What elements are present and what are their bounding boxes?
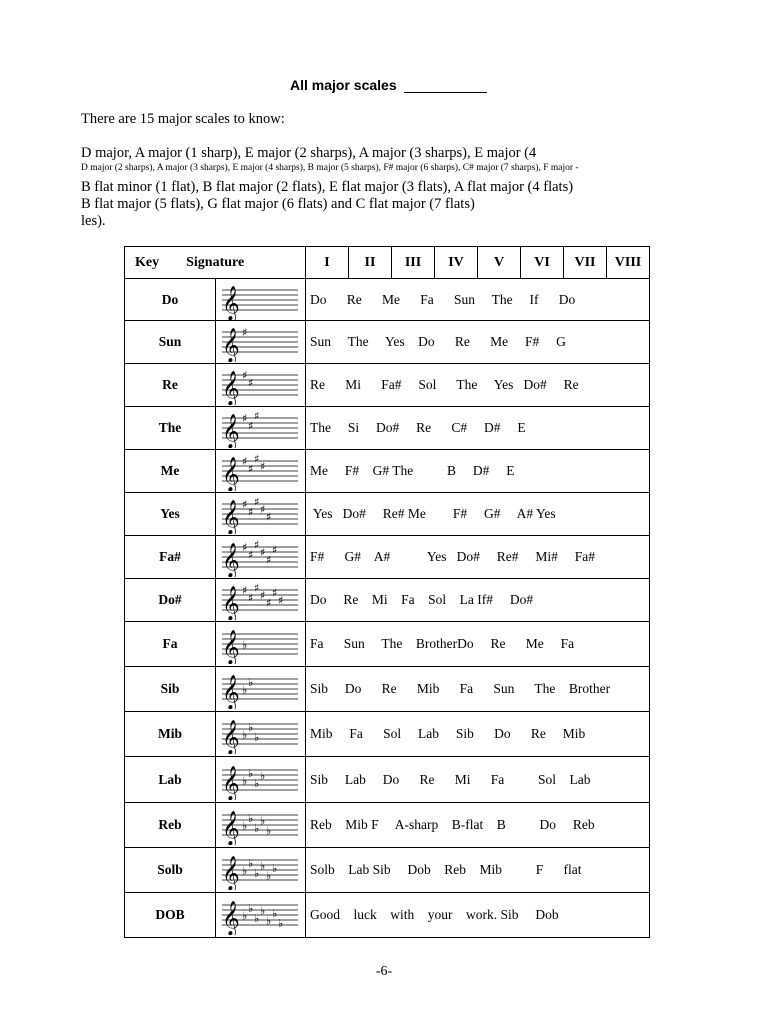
major-scales-table — [124, 246, 650, 938]
table-row — [125, 364, 650, 407]
flat-icon: ♭ — [260, 904, 266, 918]
key-name: Do# — [125, 579, 216, 622]
table-body — [125, 279, 650, 938]
scale-notes: Re Mi Fa# Sol The Yes Do# Re — [306, 364, 650, 407]
sharp-icon: ♯ — [254, 538, 260, 552]
treble-staff — [222, 322, 298, 362]
table-row — [125, 536, 650, 579]
table-row — [125, 803, 650, 848]
flat-icon: ♭ — [266, 869, 272, 883]
sharp-icon: ♯ — [242, 455, 248, 468]
treble-staff — [222, 408, 298, 448]
header-degree-5: V — [478, 247, 521, 279]
sharp-icon: ♯ — [272, 543, 278, 557]
treble-staff — [222, 537, 298, 577]
treble-staff — [222, 624, 298, 664]
header-key-signature — [125, 247, 306, 279]
header-degree-4: IV — [435, 247, 478, 279]
flat-icon: ♭ — [278, 917, 284, 930]
header-degree-6: VI — [521, 247, 564, 279]
paragraph-line-1-small: D major (2 sharps), A major (3 sharps), E major (4 sharps), B major (5 sharps), F# major (6 sharps), C# major (7 sharps), F major - — [81, 163, 579, 173]
scale-notes: Sun The Yes Do Re Me F# G — [306, 321, 650, 364]
key-signature-staff — [216, 579, 306, 622]
key-name: Re — [125, 364, 216, 407]
table-row — [125, 450, 650, 493]
flat-icon: ♭ — [260, 859, 266, 873]
treble-clef-icon: 𝄞 — [222, 675, 240, 709]
header-degree-3: III — [392, 247, 435, 279]
treble-staff — [222, 805, 298, 845]
sharp-icon: ♯ — [242, 498, 248, 511]
sharp-icon: ♯ — [278, 594, 284, 607]
flat-icon: ♭ — [254, 776, 260, 790]
flat-icon: ♭ — [242, 864, 248, 878]
key-signature-staff — [216, 493, 306, 536]
key-signature-staff — [216, 364, 306, 407]
sharp-icon: ♯ — [254, 452, 260, 466]
title-underline — [404, 92, 487, 93]
scale-notes: Mib Fa Sol Lab Sib Do Re Mib — [306, 712, 650, 757]
flat-icon: ♭ — [254, 912, 260, 925]
paragraph-line-2: B flat minor (1 flat), B flat major (2 flats), E flat major (3 flats), A flat major (4 flats) — [81, 179, 574, 195]
flat-icon: ♭ — [248, 902, 254, 915]
key-signature-staff — [216, 848, 306, 893]
sharp-icon: ♯ — [260, 503, 266, 516]
flat-icon: ♭ — [254, 822, 260, 835]
treble-clef-icon: 𝄞 — [222, 811, 240, 845]
flat-icon: ♭ — [248, 857, 254, 870]
treble-clef-icon: 𝄞 — [222, 328, 240, 362]
sharp-icon: ♯ — [248, 376, 254, 390]
treble-staff — [222, 365, 298, 405]
table-row — [125, 579, 650, 622]
sharp-icon: ♯ — [266, 596, 272, 610]
sharp-icon: ♯ — [248, 419, 254, 433]
flat-icon: ♭ — [266, 914, 272, 928]
key-name: DOB — [125, 893, 216, 938]
treble-staff — [222, 895, 298, 935]
treble-staff — [222, 451, 298, 491]
sharp-icon: ♯ — [242, 412, 248, 425]
treble-clef-icon: 𝄞 — [222, 457, 240, 491]
treble-staff — [222, 580, 298, 620]
table-row — [125, 279, 650, 321]
header-degree-7: VII — [564, 247, 607, 279]
table-row — [125, 848, 650, 893]
scale-notes: The Si Do# Re C# D# E — [306, 407, 650, 450]
key-signature-staff — [216, 803, 306, 848]
scale-notes: F# G# A# Yes Do# Re# Mi# Fa# — [306, 536, 650, 579]
treble-clef-icon: 𝄞 — [222, 586, 240, 620]
table-row — [125, 321, 650, 364]
sharp-icon: ♯ — [254, 581, 260, 595]
flat-icon: ♭ — [248, 812, 254, 825]
treble-staff — [222, 760, 298, 800]
key-signature-staff — [216, 321, 306, 364]
sharp-icon: ♯ — [260, 460, 266, 473]
sharp-icon: ♯ — [260, 546, 266, 559]
treble-staff — [222, 850, 298, 890]
sharp-icon: ♯ — [242, 369, 248, 382]
key-name: Reb — [125, 803, 216, 848]
treble-clef-icon: 𝄞 — [222, 856, 240, 890]
treble-clef-icon: 𝄞 — [222, 630, 240, 664]
treble-clef-icon: 𝄞 — [222, 285, 240, 320]
treble-clef-icon: 𝄞 — [222, 901, 240, 935]
sharp-icon: ♯ — [260, 589, 266, 602]
scale-notes: Fa Sun The BrotherDo Re Me Fa — [306, 622, 650, 667]
treble-staff — [222, 494, 298, 534]
sharp-icon: ♯ — [248, 505, 254, 519]
sharp-icon: ♯ — [242, 584, 248, 597]
flat-icon: ♭ — [242, 638, 248, 652]
key-name: The — [125, 407, 216, 450]
table-row — [125, 893, 650, 938]
flat-icon: ♭ — [272, 862, 278, 875]
scale-notes: Sib Do Re Mib Fa Sun The Brother — [306, 667, 650, 712]
paragraph-line-3: B flat major (5 flats), G flat major (6 flats) and C flat major (7 flats) — [81, 196, 475, 212]
page-title: All major scales — [290, 77, 397, 93]
scale-notes: Yes Do# Re# Me F# G# A# Yes — [306, 493, 650, 536]
scale-notes: Solb Lab Sib Dob Reb Mib F flat — [306, 848, 650, 893]
scale-notes: Do Re Me Fa Sun The If Do — [306, 279, 650, 321]
table-row — [125, 757, 650, 803]
paragraph-line-1: D major, A major (1 sharp), E major (2 sharps), A major (3 sharps), E major (4 — [81, 145, 537, 161]
flat-icon: ♭ — [242, 909, 248, 923]
sharp-icon: ♯ — [266, 510, 272, 524]
table-row — [125, 493, 650, 536]
scale-notes: Good luck with your work. Sib Dob — [306, 893, 650, 938]
scale-notes: Me F# G# The B D# E — [306, 450, 650, 493]
key-signature-staff — [216, 757, 306, 803]
sharp-icon: ♯ — [272, 586, 278, 600]
flat-icon: ♭ — [248, 721, 254, 734]
flat-icon: ♭ — [260, 814, 266, 828]
key-signature-staff — [216, 622, 306, 667]
key-signature-staff — [216, 407, 306, 450]
table-header-row — [125, 247, 650, 279]
key-name: Sun — [125, 321, 216, 364]
key-signature-staff — [216, 893, 306, 938]
key-signature-staff — [216, 667, 306, 712]
key-name: Do — [125, 279, 216, 321]
key-name: Yes — [125, 493, 216, 536]
scale-notes: Do Re Mi Fa Sol La If# Do# — [306, 579, 650, 622]
treble-staff — [222, 714, 298, 754]
sharp-icon: ♯ — [254, 495, 260, 509]
key-name: Mib — [125, 712, 216, 757]
table-row — [125, 407, 650, 450]
key-name: Sib — [125, 667, 216, 712]
treble-clef-icon: 𝄞 — [222, 720, 240, 754]
paragraph-line-4: les). — [81, 213, 106, 229]
sharp-icon: ♯ — [248, 548, 254, 562]
treble-clef-icon: 𝄞 — [222, 414, 240, 448]
treble-clef-icon: 𝄞 — [222, 765, 240, 800]
scale-notes: Sib Lab Do Re Mi Fa Sol Lab — [306, 757, 650, 803]
key-name: Me — [125, 450, 216, 493]
scale-notes: Reb Mib F A-sharp B-flat B Do Reb — [306, 803, 650, 848]
header-key: Key — [135, 254, 160, 270]
flat-icon: ♭ — [260, 769, 266, 782]
table-row — [125, 667, 650, 712]
flat-icon: ♭ — [242, 774, 248, 787]
sharp-icon: ♯ — [254, 409, 260, 423]
key-name: Fa — [125, 622, 216, 667]
flat-icon: ♭ — [242, 819, 248, 833]
sharp-icon: ♯ — [266, 553, 272, 567]
key-signature-staff — [216, 536, 306, 579]
header-degree-1: I — [306, 247, 349, 279]
sharp-icon: ♯ — [248, 462, 254, 476]
key-name: Fa# — [125, 536, 216, 579]
flat-icon: ♭ — [272, 907, 278, 920]
sharp-icon: ♯ — [242, 541, 248, 554]
flat-icon: ♭ — [254, 731, 260, 744]
key-signature-staff — [216, 450, 306, 493]
header-degree-2: II — [349, 247, 392, 279]
page-number: -6- — [375, 964, 393, 979]
flat-icon: ♭ — [242, 728, 248, 742]
key-name: Lab — [125, 757, 216, 803]
sharp-icon: ♯ — [242, 326, 248, 339]
key-name: Solb — [125, 848, 216, 893]
header-degree-8: VIII — [607, 247, 650, 279]
flat-icon: ♭ — [248, 676, 254, 689]
treble-staff — [222, 280, 298, 320]
table-row — [125, 622, 650, 667]
intro-text: There are 15 major scales to know: — [81, 111, 285, 127]
sharp-icon: ♯ — [248, 591, 254, 605]
key-signature-staff — [216, 279, 306, 321]
treble-clef-icon: 𝄞 — [222, 543, 240, 577]
header-signature: Signature — [186, 254, 245, 270]
flat-icon: ♭ — [254, 867, 260, 880]
flat-icon: ♭ — [242, 683, 248, 697]
treble-clef-icon: 𝄞 — [222, 371, 240, 405]
table-row — [125, 712, 650, 757]
flat-icon: ♭ — [248, 766, 254, 780]
treble-staff — [222, 669, 298, 709]
key-signature-staff — [216, 712, 306, 757]
treble-clef-icon: 𝄞 — [222, 500, 240, 534]
flat-icon: ♭ — [266, 824, 272, 838]
